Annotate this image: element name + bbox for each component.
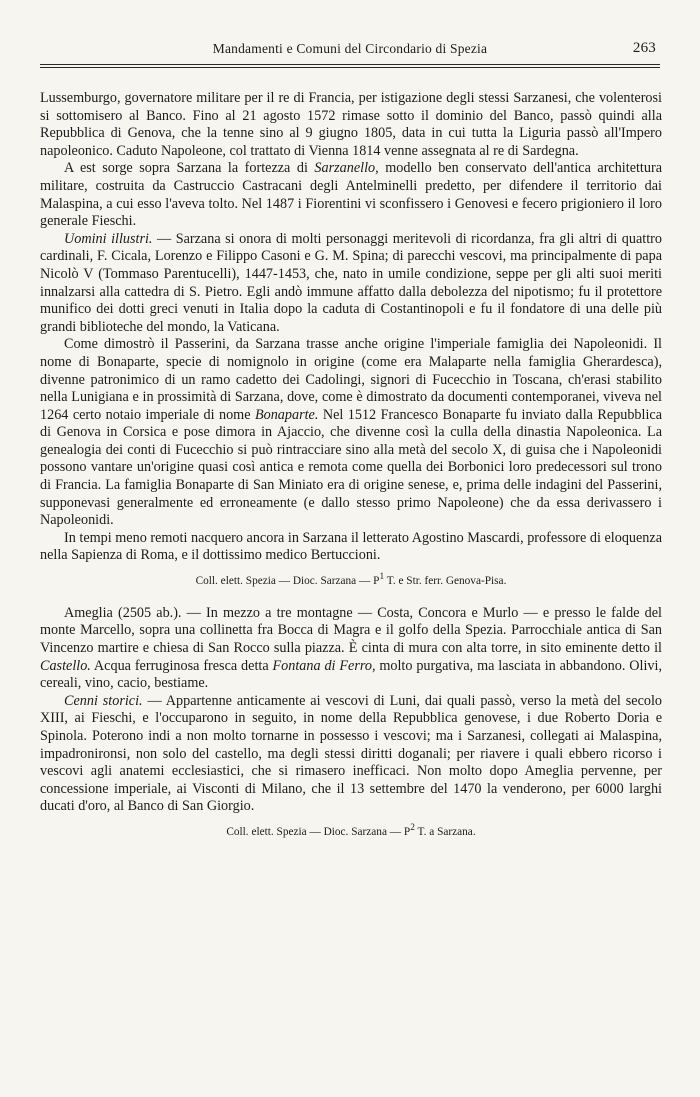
ameglia-paragraph-1: Ameglia (2505 ab.). — In mezzo a tre montagne — Costa, Concora e Murlo — e presso le falde del monte Marcello, sopra una collinetta fra Bocca di Magra e il golfo della Spezia. Parrocchiale antica di San Vincenzo martire e chiesa di San Rocco sulla piazza. È cinta di mura con alta torre, in sito eminente detto il Castello. Acqua ferruginosa fresca detta Fontana di Ferro, molto purgativa, ma lasciata in abbandono. Olivi, cereali, vino, cacio, bestiame. [40, 604, 662, 692]
sarzana-paragraph-4: Come dimostrò il Passerini, da Sarzana trasse anche origine l'imperiale famiglia dei Napoleonidi. Il nome di Bonaparte, specie di nomignolo in origine (come era Malaparte nella famiglia Gherardesca), divenne patronimico di un ramo cadetto dei Cadolingi, signori di Fucecchio in Toscana, ch'erasi stabilito nella Lunigiana e in prossimità di Sarzana, dove, come è dimostrato da documenti contemporanei, viveva nel 1264 certo notaio imperiale di nome Bonaparte. Nel 1512 Francesco Bonaparte fu inviato dalla Repubblica di Genova in Corsica e pose dimora in Ajaccio, che divenne così la culla della dinastia Napoleonica. La genealogia dei conti di Fucecchio si può rintracciare sino alla metà del secolo X, di guisa che i Napoleonidi possono vantare un'origine quasi così antica e remota come quella dei Borbonici loro predecessori sul trono di Francia. La famiglia Bonaparte di San Miniato era di origine senese, e, prima delle indagini del Passerini, supponevasi generalmente ed erroneamente (e dallo stesso primo Napoleone) che da essa derivassero i Napoleonidi. [40, 336, 662, 529]
sarzana-paragraph-5: In tempi meno remoti nacquero ancora in Sarzana il letterato Agostino Mascardi, professore di eloquenza nella Sapienza di Roma, e il dottissimo medico Bertuccioni. [40, 529, 662, 564]
header-title: Mandamenti e Comuni del Circondario di Spezia [212, 41, 488, 56]
sarzana-paragraph-1: Lussemburgo, governatore militare per il re di Francia, per istigazione degli stessi Sarzanesi, che volenterosi si sottomisero al Banco. Fino al 21 agosto 1572 rimase sotto il dominio del Banco, passò quindi alla Repubblica di Genova, che la tenne sino al 9 giugno 1805, data in cui tutta la Liguria passò all'Impero napoleonico. Caduto Napoleone, col trattato di Vienna 1814 venne assegnata al re di Sardegna. [40, 90, 662, 159]
ameglia-paragraph-2: Cenni storici. — Appartenne anticamente ai vescovi di Luni, dai quali passò, verso la metà del secolo XIII, ai Fieschi, e l'occuparono in seguito, in nome della Repubblica genovese, i due Roberto Doria e Spinola. Poterono indi a non molto tornarne in possesso i vescovi; ma i Sarzanesi, collegati ai Malaspina, impadronironsi, non solo del castello, ma degli stessi diritti doganali; per riavere i quali ebbero ricorso i vescovi agli anatemi ecclesiastici, che si rimasero inefficaci. Non molto dopo Ameglia pervenne, per concessione imperiale, ai Visconti di Milano, che il 13 settembre del 1470 la venderono, per 6000 larghi ducati d'oro, al Banco di San Giorgio. [40, 692, 662, 815]
sarzana-paragraph-2: A est sorge sopra Sarzana la fortezza di Sarzanello, modello ben conservato dell'antica architettura militare, costruita da Castruccio Castracani degli Antelminelli predetto, per difendere il territorio dai Malaspina, a cui esso l'aveva tolto. Nel 1487 i Fiorentini vi sconfissero i Genovesi e fecero prigioniero il loro generale Fieschi. [40, 160, 662, 230]
header-rule [40, 64, 660, 65]
page-body [40, 90, 662, 840]
ameglia-electoral-note: Coll. elett. Spezia — Dioc. Sarzana — $P^2$ T. a Sarzana. [226, 822, 476, 838]
header-rule-thin [40, 67, 660, 68]
sarzana-electoral-note: Coll. elett. Spezia — Dioc. Sarzana — $P^1$ T. e Str. ferr. Genova-Pisa. [195, 572, 507, 587]
running-header [40, 38, 660, 60]
page-number: 263 [632, 40, 656, 56]
sarzana-paragraph-3: Uomini illustri. — Sarzana si onora di molti personaggi meritevoli di ricordanza, fra gli altri di quattro cardinali, F. Cicala, Lorenzo e Filippo Casoni e G. M. Spina; di parecchi vescovi, ma principalmente di papa Nicolò V (Tommaso Parentucelli), 1447-1453, che, nato in umile condizione, seppe per gli alti suoi meriti innalzarsi alla cattedra di S. Pietro. Egli andò immune affatto dalla debolezza del nipotismo; fu il protettore munifico dei dotti greci venuti in Italia dopo la caduta di Costantinopoli e fu il fondatore di una delle più grandi biblioteche del mondo, la Vaticana. [40, 230, 662, 335]
section-gap [40, 589, 662, 605]
